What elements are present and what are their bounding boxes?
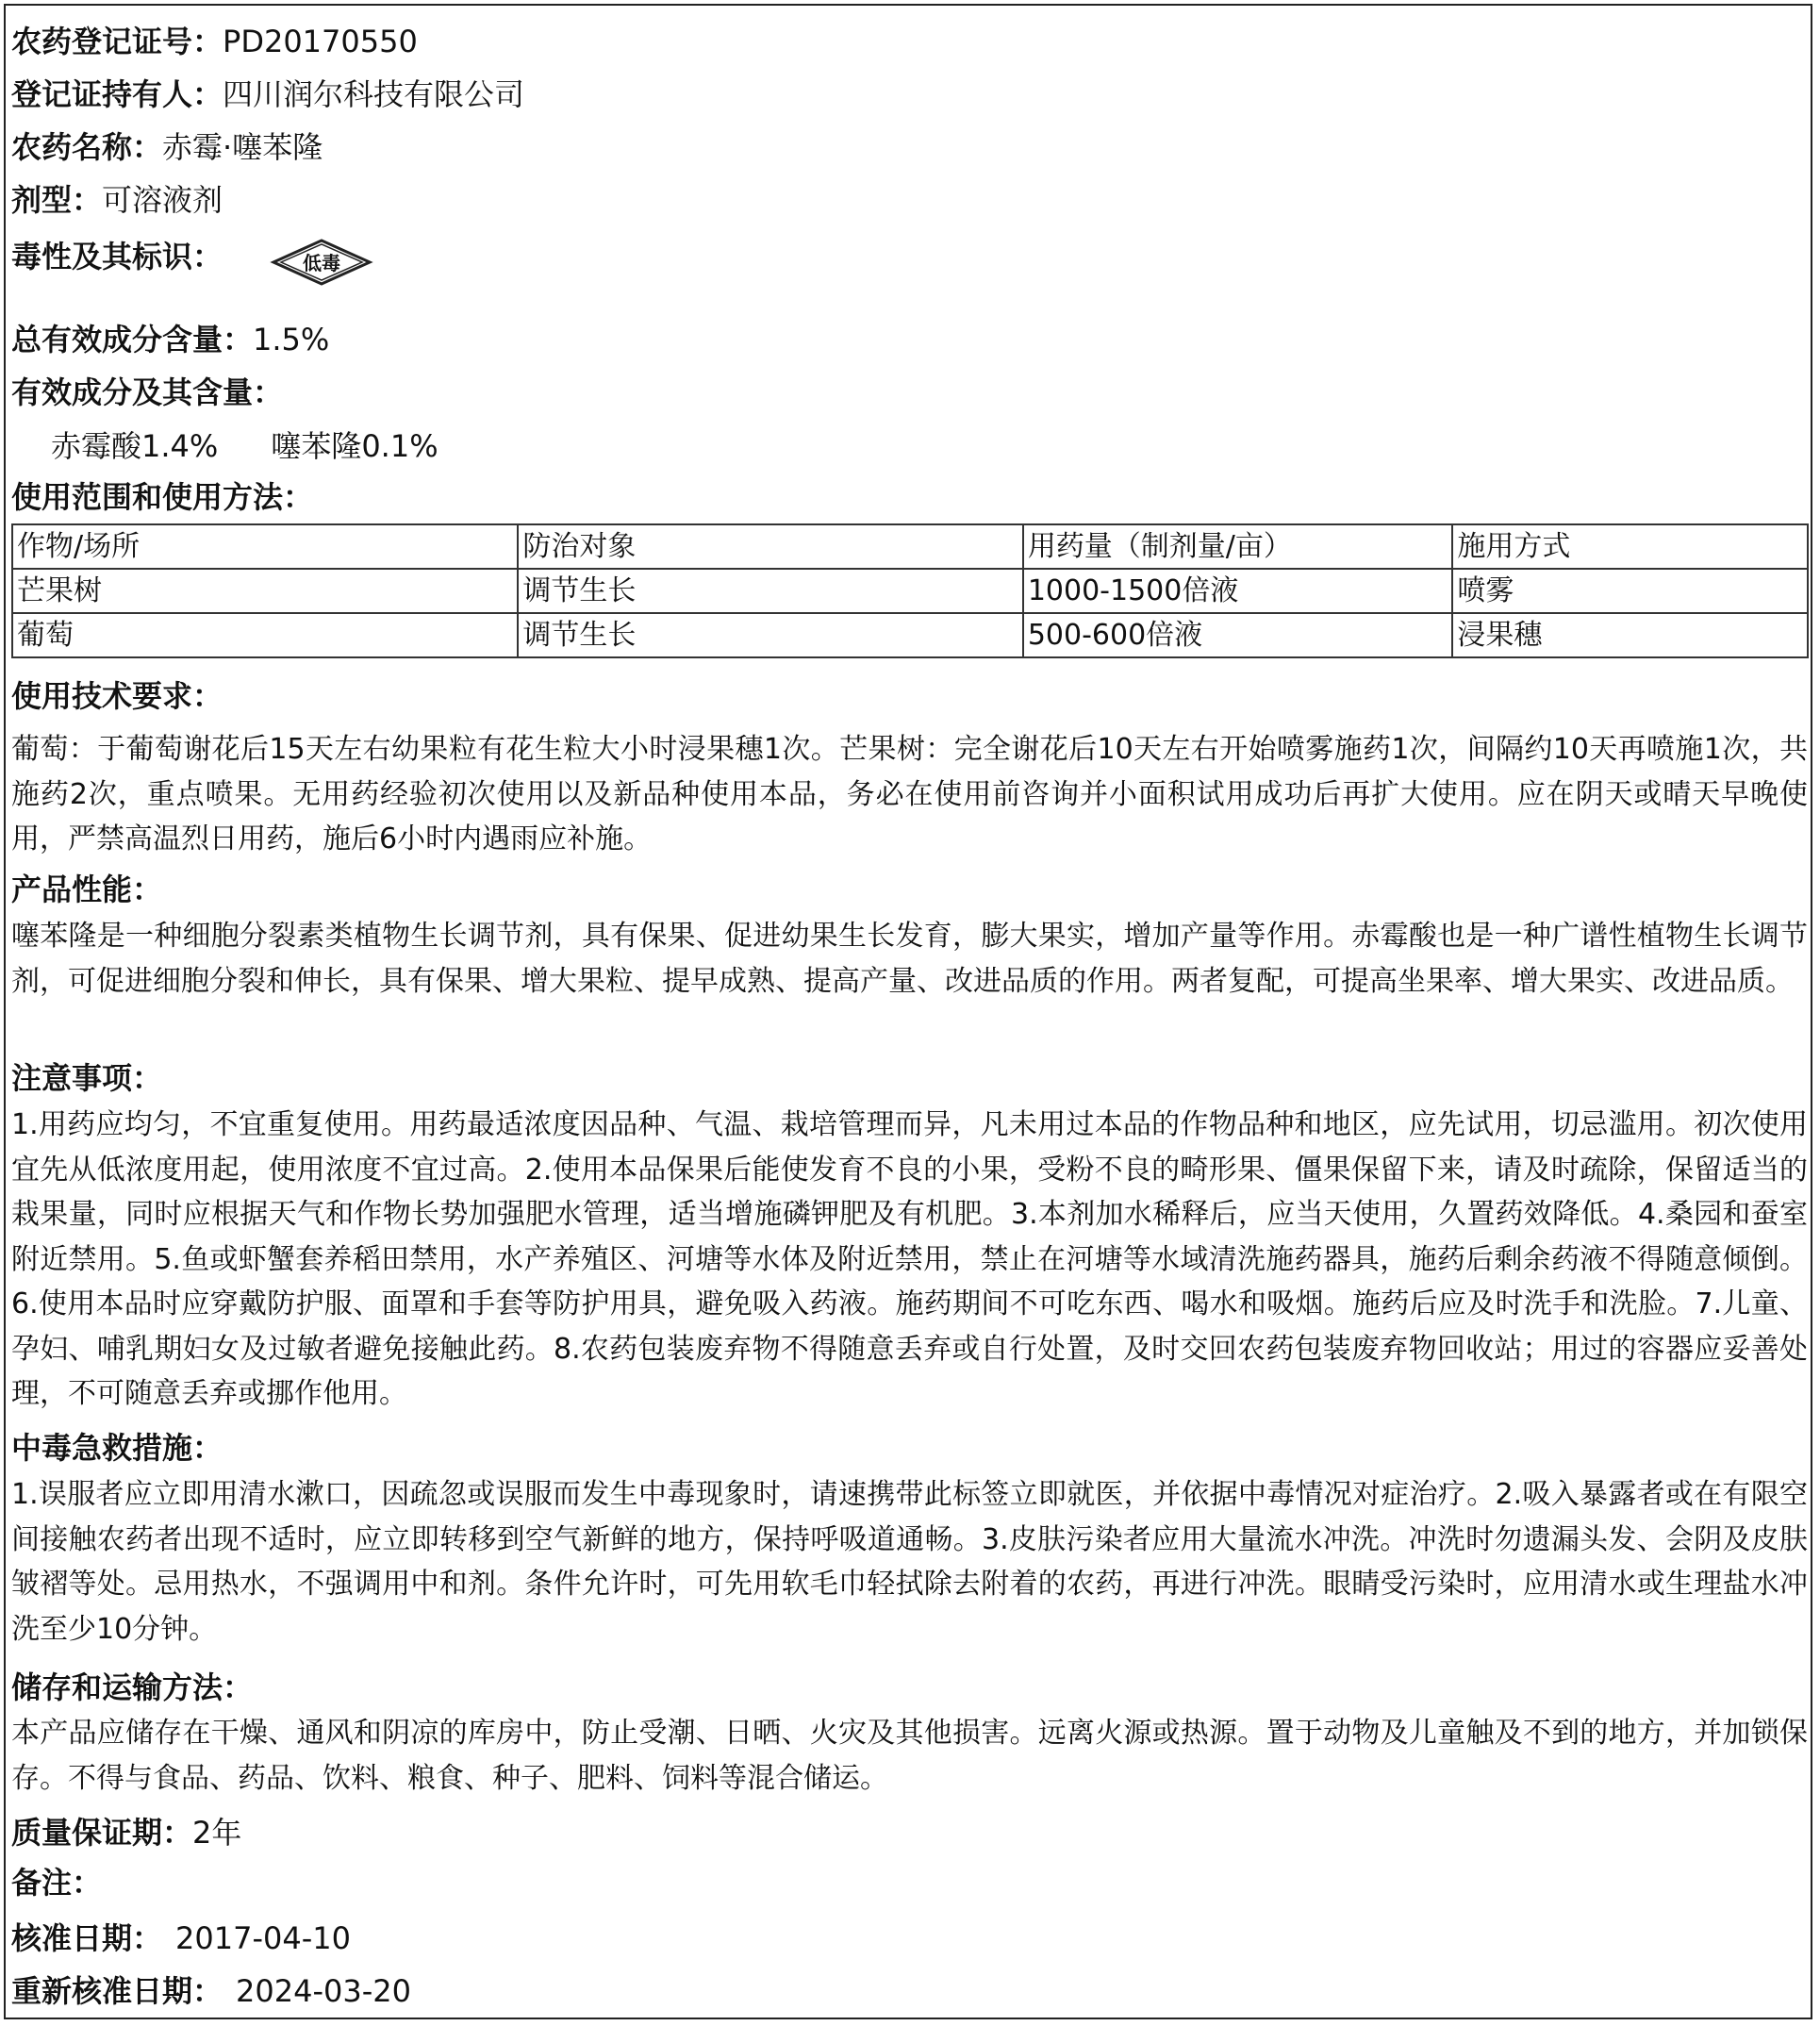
total-content-row [11, 321, 329, 358]
remarks-label: 备注： [11, 1865, 103, 1901]
table-cell: 1000-1500倍液 [1023, 569, 1453, 613]
label-page [4, 4, 1812, 2019]
notes-text: 1.用药应均匀，不宜重复使用。用药最适浓度因品种、气温、栽培管理而异，凡未用过本品的作物品种和地区，应先试用，切忌滥用。初次使用宜先从低浓度用起，使用浓度不宜过高。2.使用本品保果后能使发育不良的小果，受粉不良的畸形果、僵果保留下来，请及时疏除，保留适当的栽果量，同时应根据天气和作物长势加强肥水管理，适当增施磷钾肥及有机肥。3.本剂加水稀释后，应当天使用，久置药效降低。4.桑园和蚕室附近禁用。5.鱼或虾蟹套养稻田禁用，水产养殖区、河塘等水体及附近禁用，禁止在河塘等水域清洗施药器具，施药后剩余药液不得随意倾倒。6.使用本品时应穿戴防护服、面罩和手套等防护用具，避免吸入药液。施药期间不可吃东西、喝水和吸烟。施药后应及时洗手和洗脸。7.儿童、孕妇、哺乳期妇女及过敏者避免接触此药。8.农药包装废弃物不得随意丢弃或自行处置，及时交回农药包装废弃物回收站；用过的容器应妥善处理，不可随意丢弃或挪作他用。 [11, 1108, 1808, 1410]
reg-no-row [11, 23, 418, 60]
toxicity-label: 毒性及其标识： [11, 239, 223, 274]
toxicity-row [11, 238, 223, 275]
table-cell: 芒果树 [12, 569, 518, 613]
table-header-row [12, 524, 1808, 569]
tech-text: 葡萄：于葡萄谢花后15天左右幼果粒有花生粒大小时浸果穗1次。芒果树：完全谢花后10天左右开始喷雾施药1次，间隔约10天再喷施1次，共施药2次，重点喷果。无用药经验初次使用以及新品种使用本品，务必在使用前咨询并小面积试用成功后再扩大使用。应在阴天或晴天早晚使用，严禁高温烈日用药，施后6小时内遇雨应补施。 [11, 733, 1808, 855]
shelf-label: 质量保证期： [11, 1815, 193, 1851]
shelf-row [11, 1814, 241, 1852]
usage-table [11, 523, 1809, 658]
table-cell: 浸果穗 [1452, 613, 1808, 657]
formulation-row [11, 181, 223, 219]
notes-heading [11, 1059, 162, 1097]
usage-label: 使用范围和使用方法： [11, 479, 314, 515]
tech-heading [11, 677, 223, 715]
approved-value: 2017-04-10 [175, 1920, 351, 1956]
name-label: 农药名称： [11, 129, 163, 165]
shelf-value: 2年 [192, 1815, 242, 1851]
reg-no-label: 农药登记证号： [11, 24, 223, 59]
holder-label: 登记证持有人： [11, 76, 223, 112]
reg-no-value: PD20170550 [223, 24, 418, 59]
first-aid-text: 1.误服者应立即用清水漱口，因疏忽或误服而发生中毒现象时，请速携带此标签立即就医，并依据中毒情况对症治疗。2.吸入暴露者或在有限空间接触农药者出现不适时，应立即转移到空气新鲜的地方，保持呼吸道通畅。3.皮肤污染者应用大量流水冲洗。冲洗时勿遗漏头发、会阴及皮肤皱褶等处。忌用热水，不强调用中和剂。条件允许时，可先用软毛巾轻拭除去附着的农药，再进行冲洗。眼睛受污染时，应用清水或生理盐水冲洗至少10分钟。 [11, 1478, 1808, 1646]
ingredients-row [11, 374, 283, 411]
ingredient-item: 噻苯隆0.1% [271, 428, 438, 464]
performance-text: 噻苯隆是一种细胞分裂素类植物生长调节剂，具有保果、促进幼果生长发育，膨大果实，增加产量等作用。赤霉酸也是一种广谱性植物生长调节剂，可促进细胞分裂和伸长，具有保果、增大果粒、提早成熟、提高产量、改进品质的作用。两者复配，可提高坐果率、增大果实、改进品质。 [11, 920, 1808, 998]
table-header-cell: 用药量（制剂量/亩） [1023, 524, 1453, 569]
first-aid-heading [11, 1429, 223, 1467]
reapproved-label: 重新核准日期： [11, 1973, 223, 2009]
table-cell: 500-600倍液 [1023, 613, 1453, 657]
ingredients-values [51, 427, 438, 465]
diamond-toxicity-icon [270, 238, 373, 291]
holder-row [11, 75, 524, 113]
table-header-cell: 作物/场所 [12, 524, 518, 569]
first-aid-label: 中毒急救措施： [11, 1430, 223, 1466]
table-cell: 葡萄 [12, 613, 518, 657]
name-value: 赤霉·噻苯隆 [162, 129, 323, 165]
notes-label: 注意事项： [11, 1060, 163, 1096]
tech-label: 使用技术要求： [11, 678, 223, 714]
formulation-value: 可溶液剂 [102, 182, 223, 218]
table-row [12, 613, 1808, 657]
formulation-label: 剂型： [11, 182, 103, 218]
holder-value: 四川润尔科技有限公司 [223, 76, 525, 112]
storage-label: 储存和运输方法： [11, 1669, 254, 1705]
table-row [12, 569, 1808, 613]
table-header-cell: 施用方式 [1452, 524, 1808, 569]
performance-heading [11, 871, 162, 908]
approved-row [11, 1919, 351, 1957]
ingredients-label: 有效成分及其含量： [11, 374, 284, 410]
toxicity-badge-text: 低毒 [303, 252, 340, 274]
storage-text: 本产品应储存在干燥、通风和阴凉的库房中，防止受潮、日晒、火灾及其他损害。远离火源或热源。置于动物及儿童触及不到的地方，并加锁保存。不得与食品、药品、饮料、粮食、种子、肥料、饲料等混合储运。 [11, 1717, 1808, 1795]
reapproved-value: 2024-03-20 [236, 1973, 411, 2009]
total-content-value: 1.5% [253, 322, 330, 357]
table-header-cell: 防治对象 [518, 524, 1022, 569]
ingredient-item: 赤霉酸1.4% [51, 428, 219, 464]
reapproved-row [11, 1972, 411, 2010]
usage-row [11, 478, 313, 516]
table-cell: 调节生长 [518, 569, 1022, 613]
total-content-label: 总有效成分含量： [11, 322, 254, 357]
remarks-row [11, 1864, 102, 1901]
name-row [11, 128, 323, 166]
performance-label: 产品性能： [11, 872, 163, 907]
table-cell: 喷雾 [1452, 569, 1808, 613]
approved-label: 核准日期： [11, 1920, 163, 1956]
table-cell: 调节生长 [518, 613, 1022, 657]
storage-heading [11, 1669, 253, 1706]
